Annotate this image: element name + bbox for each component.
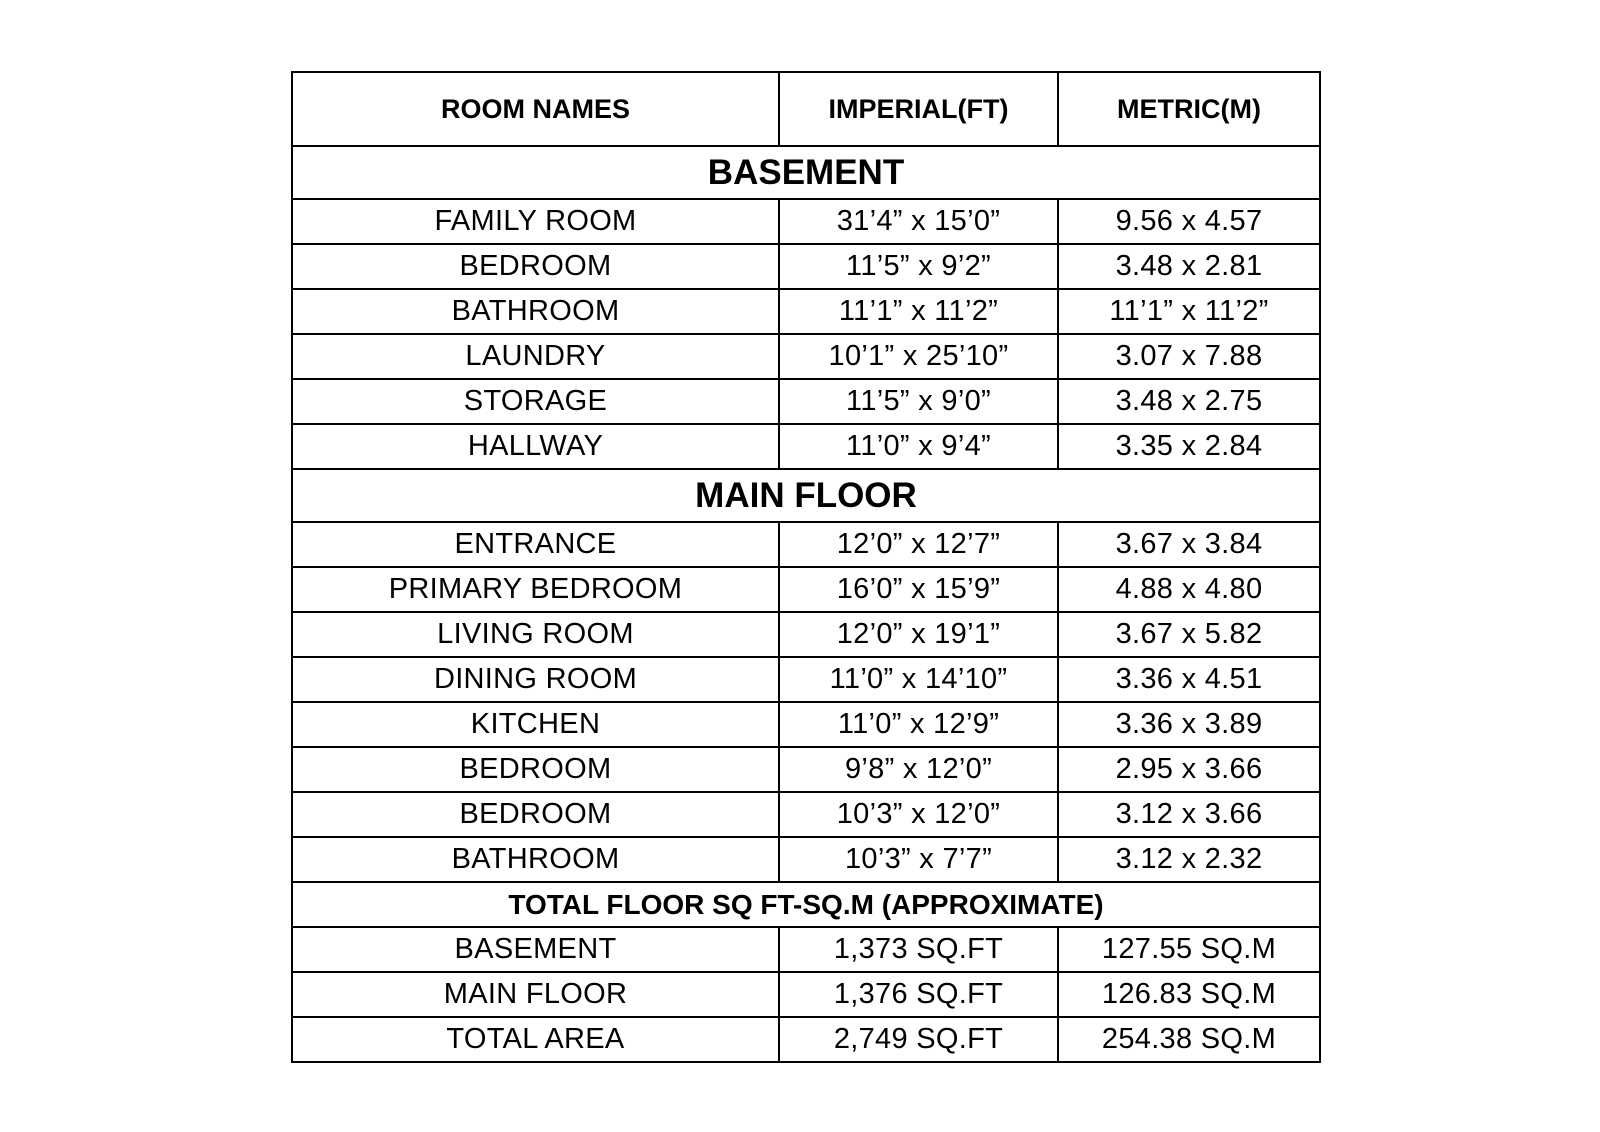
header-metric: METRIC(M): [1058, 72, 1320, 146]
room-name-cell: BEDROOM: [292, 792, 779, 837]
metric-cell: 3.07 x 7.88: [1058, 334, 1320, 379]
table-row: [292, 567, 1320, 612]
room-name-cell: ENTRANCE: [292, 522, 779, 567]
metric-cell: 3.12 x 2.32: [1058, 837, 1320, 882]
header-room-names: ROOM NAMES: [292, 72, 779, 146]
metric-cell: 3.67 x 5.82: [1058, 612, 1320, 657]
section-title: TOTAL FLOOR SQ FT-SQ.M (APPROXIMATE): [292, 882, 1320, 927]
imperial-cell: 10’1” x 25’10”: [779, 334, 1058, 379]
section-header-basement: [292, 146, 1320, 199]
table-row: [292, 1017, 1320, 1062]
area-name-cell: MAIN FLOOR: [292, 972, 779, 1017]
table-row: [292, 837, 1320, 882]
table-row: [292, 522, 1320, 567]
room-name-cell: LAUNDRY: [292, 334, 779, 379]
table-row: [292, 244, 1320, 289]
table-row: [292, 199, 1320, 244]
room-name-cell: LIVING ROOM: [292, 612, 779, 657]
imperial-cell: 10’3” x 12’0”: [779, 792, 1058, 837]
imperial-cell: 10’3” x 7’7”: [779, 837, 1058, 882]
room-name-cell: DINING ROOM: [292, 657, 779, 702]
area-name-cell: TOTAL AREA: [292, 1017, 779, 1062]
imperial-cell: 12’0” x 12’7”: [779, 522, 1058, 567]
imperial-cell: 11’0” x 12’9”: [779, 702, 1058, 747]
section-title: MAIN FLOOR: [292, 469, 1320, 522]
table-row: [292, 424, 1320, 469]
metric-cell: 4.88 x 4.80: [1058, 567, 1320, 612]
sqm-cell: 127.55 SQ.M: [1058, 927, 1320, 972]
sqm-cell: 254.38 SQ.M: [1058, 1017, 1320, 1062]
table-row: [292, 334, 1320, 379]
imperial-cell: 11’1” x 11’2”: [779, 289, 1058, 334]
sqft-cell: 2,749 SQ.FT: [779, 1017, 1058, 1062]
imperial-cell: 11’0” x 9’4”: [779, 424, 1058, 469]
table-row: [292, 289, 1320, 334]
imperial-cell: 9’8” x 12’0”: [779, 747, 1058, 792]
imperial-cell: 11’5” x 9’0”: [779, 379, 1058, 424]
section-header-main-floor: [292, 469, 1320, 522]
area-name-cell: BASEMENT: [292, 927, 779, 972]
table-row: [292, 972, 1320, 1017]
table-row: [292, 927, 1320, 972]
metric-cell: 3.36 x 4.51: [1058, 657, 1320, 702]
room-dimensions-table: [291, 71, 1321, 1063]
room-name-cell: BEDROOM: [292, 747, 779, 792]
metric-cell: 3.48 x 2.81: [1058, 244, 1320, 289]
metric-cell: 3.12 x 3.66: [1058, 792, 1320, 837]
imperial-cell: 16’0” x 15’9”: [779, 567, 1058, 612]
table-row: [292, 612, 1320, 657]
imperial-cell: 11’5” x 9’2”: [779, 244, 1058, 289]
room-name-cell: FAMILY ROOM: [292, 199, 779, 244]
imperial-cell: 31’4” x 15’0”: [779, 199, 1058, 244]
table-header-row: [292, 72, 1320, 146]
room-name-cell: BATHROOM: [292, 289, 779, 334]
imperial-cell: 11’0” x 14’10”: [779, 657, 1058, 702]
table-row: [292, 702, 1320, 747]
sqft-cell: 1,373 SQ.FT: [779, 927, 1058, 972]
room-name-cell: KITCHEN: [292, 702, 779, 747]
section-header-total-floor-area: [292, 882, 1320, 927]
metric-cell: 9.56 x 4.57: [1058, 199, 1320, 244]
section-title: BASEMENT: [292, 146, 1320, 199]
sqft-cell: 1,376 SQ.FT: [779, 972, 1058, 1017]
metric-cell: 3.36 x 3.89: [1058, 702, 1320, 747]
metric-cell: 3.48 x 2.75: [1058, 379, 1320, 424]
header-imperial: IMPERIAL(FT): [779, 72, 1058, 146]
metric-cell: 11’1” x 11’2”: [1058, 289, 1320, 334]
table-row: [292, 792, 1320, 837]
room-name-cell: PRIMARY BEDROOM: [292, 567, 779, 612]
metric-cell: 3.67 x 3.84: [1058, 522, 1320, 567]
table-row: [292, 379, 1320, 424]
room-name-cell: BATHROOM: [292, 837, 779, 882]
metric-cell: 3.35 x 2.84: [1058, 424, 1320, 469]
sqm-cell: 126.83 SQ.M: [1058, 972, 1320, 1017]
room-name-cell: STORAGE: [292, 379, 779, 424]
room-name-cell: BEDROOM: [292, 244, 779, 289]
table-row: [292, 747, 1320, 792]
room-name-cell: HALLWAY: [292, 424, 779, 469]
imperial-cell: 12’0” x 19’1”: [779, 612, 1058, 657]
table-row: [292, 657, 1320, 702]
metric-cell: 2.95 x 3.66: [1058, 747, 1320, 792]
